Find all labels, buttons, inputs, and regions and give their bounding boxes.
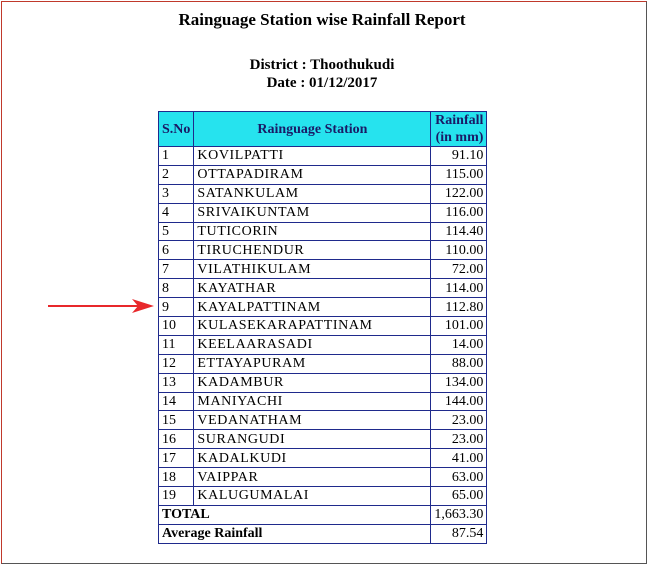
- sno-cell: 19: [159, 487, 194, 506]
- rainfall-header-line2: (in mm): [435, 130, 484, 145]
- sno-cell: 2: [159, 165, 194, 184]
- sno-cell: 18: [159, 468, 194, 487]
- station-cell: TIRUCHENDUR: [194, 241, 431, 260]
- rainfall-cell: 116.00: [431, 203, 487, 222]
- station-cell: SURANGUDI: [194, 430, 431, 449]
- rainfall-cell: 14.00: [431, 335, 487, 354]
- station-cell: KOVILPATTI: [194, 147, 431, 166]
- station-cell: SATANKULAM: [194, 184, 431, 203]
- station-cell: VILATHIKULAM: [194, 260, 431, 279]
- station-cell: KADAMBUR: [194, 373, 431, 392]
- total-label: TOTAL: [159, 505, 431, 524]
- station-cell: ETTAYAPURAM: [194, 354, 431, 373]
- table-row: [159, 147, 487, 166]
- sno-cell: 13: [159, 373, 194, 392]
- rainfall-cell: 23.00: [431, 430, 487, 449]
- column-header-rainfall: [431, 112, 487, 147]
- rainfall-cell: 115.00: [431, 165, 487, 184]
- table-row: [159, 430, 487, 449]
- table-header-row: [159, 112, 487, 147]
- table-row: [159, 411, 487, 430]
- station-cell: KAYATHAR: [194, 279, 431, 298]
- district-label: District : Thoothukudi: [249, 57, 395, 73]
- table-row: [159, 260, 487, 279]
- station-cell: KULASEKARAPATTINAM: [194, 317, 431, 336]
- rainfall-cell: 72.00: [431, 260, 487, 279]
- sno-cell: 8: [159, 279, 194, 298]
- sno-cell: 9: [159, 298, 194, 317]
- station-cell: OTTAPADIRAM: [194, 165, 431, 184]
- table-row: [159, 184, 487, 203]
- rainfall-cell: 41.00: [431, 449, 487, 468]
- table-row: [159, 222, 487, 241]
- report-title: Rainguage Station wise Rainfall Report: [178, 10, 466, 29]
- table-row: [159, 203, 487, 222]
- rainfall-cell: 114.40: [431, 222, 487, 241]
- table-row: [159, 468, 487, 487]
- station-cell: SRIVAIKUNTAM: [194, 203, 431, 222]
- station-cell: KALUGUMALAI: [194, 487, 431, 506]
- table-row: [159, 449, 487, 468]
- station-cell: MANIYACHI: [194, 392, 431, 411]
- table-row: [159, 317, 487, 336]
- station-cell: KAYALPATTINAM: [194, 298, 431, 317]
- table-row: [159, 354, 487, 373]
- rainfall-header-line1: Rainfall: [435, 113, 484, 128]
- total-value: 1,663.30: [431, 505, 487, 524]
- table-row: [159, 241, 487, 260]
- table-row: [159, 165, 487, 184]
- rainfall-cell: 112.80: [431, 298, 487, 317]
- station-cell: KADALKUDI: [194, 449, 431, 468]
- date-label: Date : 01/12/2017: [266, 75, 378, 91]
- sno-cell: 1: [159, 147, 194, 166]
- sno-cell: 7: [159, 260, 194, 279]
- sno-cell: 14: [159, 392, 194, 411]
- rainfall-cell: 88.00: [431, 354, 487, 373]
- sno-cell: 11: [159, 335, 194, 354]
- station-cell: KEELAARASADI: [194, 335, 431, 354]
- sno-cell: 10: [159, 317, 194, 336]
- average-label: Average Rainfall: [159, 524, 431, 543]
- average-row: [159, 524, 487, 543]
- rainfall-cell: 91.10: [431, 147, 487, 166]
- rainfall-cell: 110.00: [431, 241, 487, 260]
- rainfall-cell: 23.00: [431, 411, 487, 430]
- sno-cell: 17: [159, 449, 194, 468]
- rainfall-cell: 65.00: [431, 487, 487, 506]
- sno-cell: 16: [159, 430, 194, 449]
- station-cell: VEDANATHAM: [194, 411, 431, 430]
- table-row: [159, 279, 487, 298]
- rainfall-cell: 101.00: [431, 317, 487, 336]
- table-body: [159, 147, 487, 544]
- sno-cell: 4: [159, 203, 194, 222]
- table-row: [159, 298, 487, 317]
- station-cell: VAIPPAR: [194, 468, 431, 487]
- sno-cell: 5: [159, 222, 194, 241]
- column-header-sno: S.No: [159, 112, 194, 147]
- average-value: 87.54: [431, 524, 487, 543]
- column-header-station: Rainguage Station: [194, 112, 431, 147]
- arrow-right-icon: [48, 296, 156, 316]
- rainfall-table: [158, 111, 487, 544]
- sno-cell: 3: [159, 184, 194, 203]
- rainfall-cell: 122.00: [431, 184, 487, 203]
- rainfall-cell: 144.00: [431, 392, 487, 411]
- station-cell: TUTICORIN: [194, 222, 431, 241]
- sno-cell: 12: [159, 354, 194, 373]
- rainfall-cell: 63.00: [431, 468, 487, 487]
- rainfall-cell: 134.00: [431, 373, 487, 392]
- sno-cell: 15: [159, 411, 194, 430]
- table-row: [159, 373, 487, 392]
- sno-cell: 6: [159, 241, 194, 260]
- rainfall-cell: 114.00: [431, 279, 487, 298]
- total-row: [159, 505, 487, 524]
- table-row: [159, 392, 487, 411]
- table-row: [159, 487, 487, 506]
- table-row: [159, 335, 487, 354]
